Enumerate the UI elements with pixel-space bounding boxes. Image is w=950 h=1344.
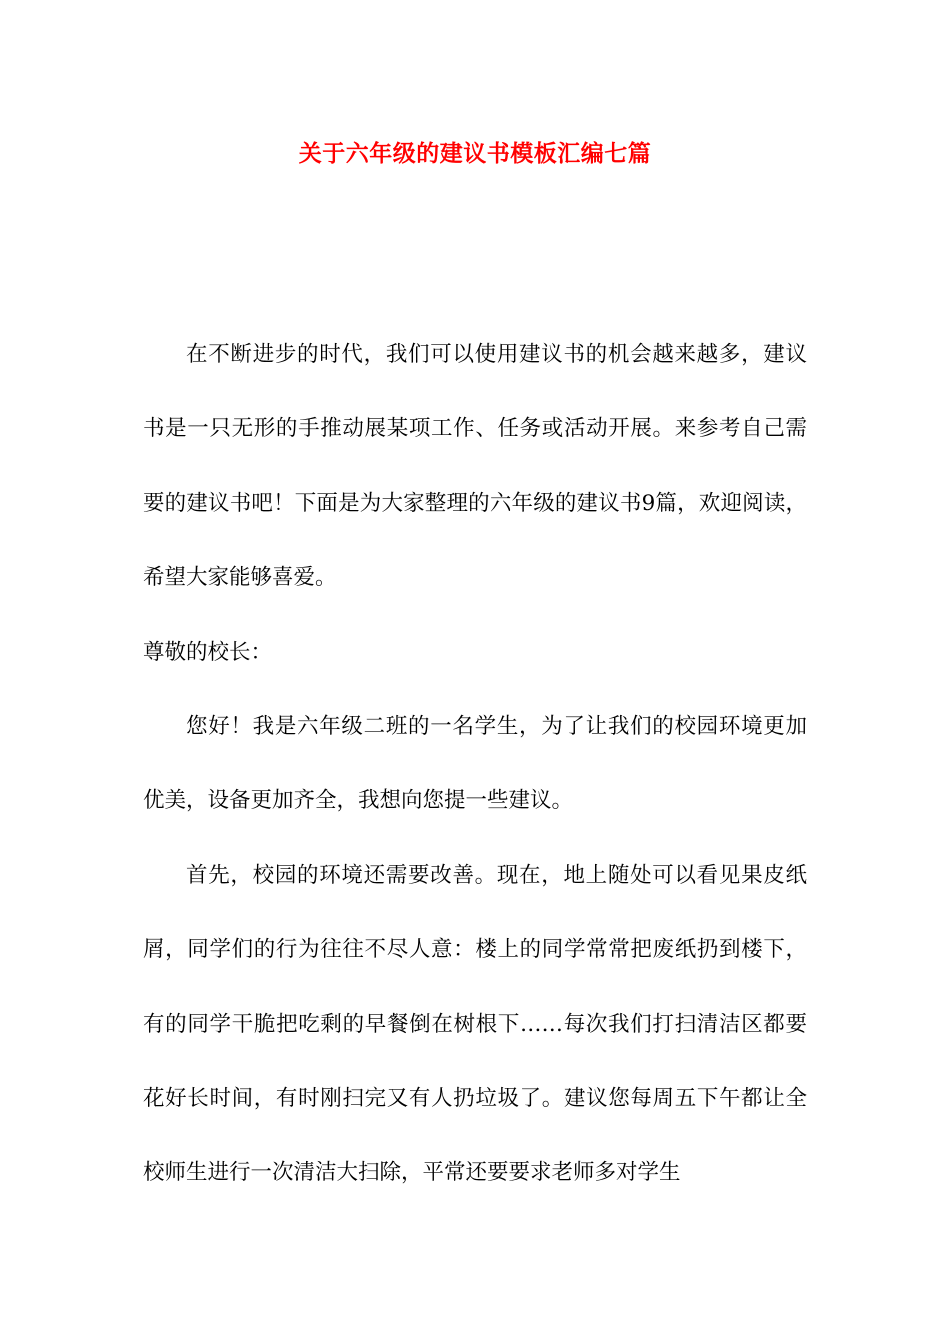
greeting-paragraph: 您好！我是六年级二班的一名学生，为了让我们的校园环境更加优美，设备更加齐全，我想向您提一些建议。 [143,714,807,814]
intro-paragraph: 在不断进步的时代，我们可以使用建议书的机会越来越多，建议书是一只无形的手推动展某项工作、任务或活动开展。来参考自己需要的建议书吧！下面是为大家整理的六年级的建议书9篇，欢迎阅读，希望大家能够喜爱。 [143,342,807,591]
document-title: 关于六年级的建议书模板汇编七篇 [298,140,652,167]
document-body [143,318,807,1211]
first-point-paragraph: 首先，校园的环境还需要改善。现在，地上随处可以看见果皮纸屑，同学们的行为往往不尽人意：楼上的同学常常把废纸扔到楼下，有的同学干脆把吃剩的早餐倒在树根下……每次我们打扫清洁区都要花好长时间，有时刚扫完又有人扔垃圾了。建议您每周五下午都让全校师生进行一次清洁大扫除，平常还要要求老师多对学生 [143,862,807,1186]
salutation-paragraph: 尊敬的校长： [143,639,273,665]
